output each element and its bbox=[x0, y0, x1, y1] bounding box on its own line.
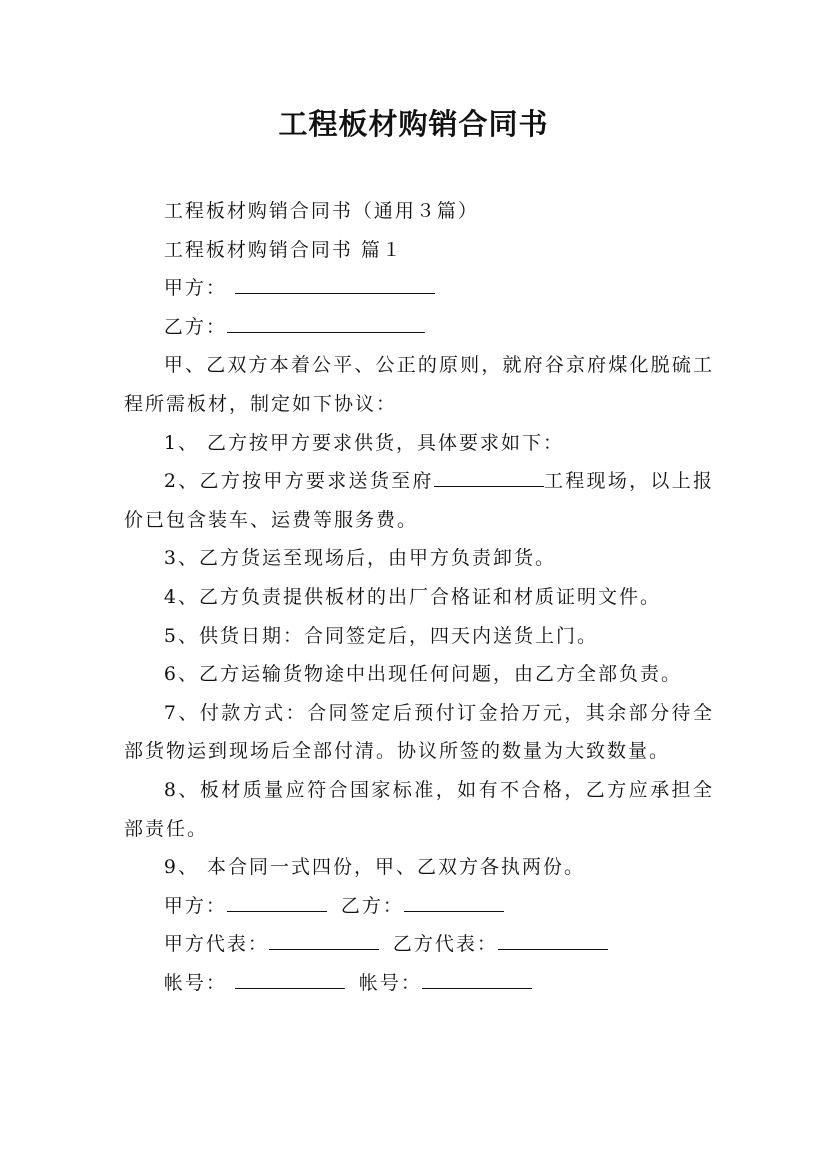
signature-parties-line bbox=[124, 887, 714, 926]
document-subtitle: 工程板材购销合同书（通用３篇） bbox=[163, 200, 479, 222]
party-b-label: 乙方： bbox=[163, 315, 227, 338]
clause-2-text-before: 2、乙方按甲方要求送货至府 bbox=[163, 470, 434, 493]
clause-8: 8、板材质量应符合国家标准，如有不合格，乙方应承担全部责任。 bbox=[124, 778, 714, 840]
clause-7: 7、付款方式：合同签定后预付订金拾万元，其余部分待全部货物运到现场后全部付清。协议所签的数量为大致数量。 bbox=[124, 701, 714, 763]
document-title: 工程板材购销合同书 bbox=[278, 107, 549, 141]
party-b-blank bbox=[227, 313, 425, 333]
clause-5: 5、供货日期：合同签定后，四天内送货上门。 bbox=[163, 624, 598, 647]
clause-4: 4、乙方负责提供板材的出厂合格证和材质证明文件。 bbox=[163, 585, 661, 608]
clause-6: 6、乙方运输货物途中出现任何问题，由乙方全部负责。 bbox=[163, 663, 682, 686]
clause-2-text-after: 工程现场，以上报价已包含装车、运费等服务费。 bbox=[124, 470, 714, 531]
signature-rep-a-label: 甲方代表： bbox=[163, 933, 269, 956]
clause-1: 1、 乙方按甲方要求供货，具体要求如下： bbox=[163, 431, 565, 454]
party-a-blank bbox=[235, 274, 435, 294]
signature-party-b-blank bbox=[404, 892, 504, 912]
party-a-label: 甲方： bbox=[163, 277, 227, 300]
clause-9: 9、 本合同一式四份，甲、乙双方各执两份。 bbox=[163, 856, 586, 879]
signature-account-b-blank bbox=[422, 969, 532, 989]
clause-2-blank bbox=[434, 467, 544, 487]
signature-account-b-label: 帐号： bbox=[358, 971, 422, 994]
signature-accounts-line bbox=[124, 964, 714, 1003]
party-a-line bbox=[124, 269, 714, 308]
signature-party-a-label: 甲方： bbox=[163, 894, 227, 917]
signature-party-a-blank bbox=[227, 892, 327, 912]
signature-rep-b-blank bbox=[498, 930, 608, 950]
clause-2 bbox=[124, 462, 714, 539]
section-heading: 工程板材购销合同书 篇１ bbox=[163, 238, 403, 261]
signature-rep-a-blank bbox=[269, 930, 379, 950]
signature-account-a-label: 帐号： bbox=[163, 971, 227, 994]
document-body bbox=[124, 192, 714, 1002]
signature-account-a-blank bbox=[235, 969, 345, 989]
party-b-line bbox=[124, 308, 714, 347]
signature-reps-line bbox=[124, 925, 714, 964]
intro-paragraph: 甲、乙双方本着公平、公正的原则，就府谷京府煤化脱硫工程所需板材，制定如下协议： bbox=[124, 354, 714, 415]
signature-rep-b-label: 乙方代表： bbox=[392, 933, 498, 956]
clause-3: 3、乙方货运至现场后，由甲方负责卸货。 bbox=[163, 547, 556, 570]
signature-party-b-label: 乙方： bbox=[340, 894, 404, 917]
